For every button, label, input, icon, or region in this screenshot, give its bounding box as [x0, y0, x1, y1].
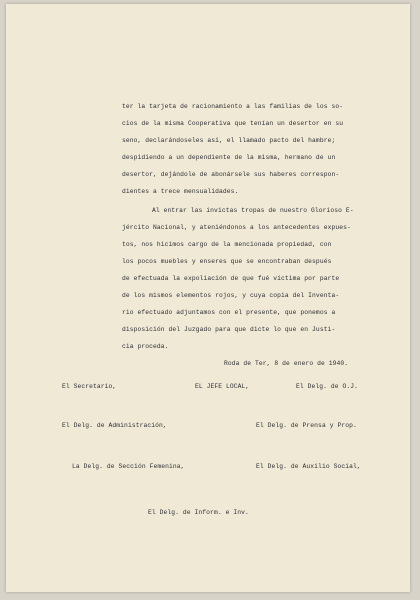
signature-delegado-prensa: El Delg. de Prensa y Prop. [256, 422, 357, 429]
signature-delegado-administracion: El Delg. de Administración, [62, 422, 167, 429]
text-line: despidiendo a un dependiente de la misma, hermano de un [122, 154, 336, 161]
text-line: de efectuada la expoliación de que fué víctima por parte [122, 275, 340, 282]
text-line: seno, declarándoseles así, el llamado pacto del hambre; [122, 137, 336, 144]
text-line: los pocos muebles y enseres que se encontraban después [122, 258, 332, 265]
text-line: desertor, dejándole de abonársele sus haberes correspon- [122, 171, 340, 178]
signature-delegada-seccion-femenina: La Delg. de Sección Femenina, [72, 463, 185, 470]
text-line: cia proceda. [122, 343, 169, 350]
text-line: jército Nacional, y ateniéndonos a los antecedentes expues- [122, 224, 351, 231]
text-line: dientes a trece mensualidades. [122, 188, 239, 195]
paragraph-1 [122, 103, 344, 195]
text-line: ter la tarjeta de racionamiento a las familias de los so- [122, 103, 344, 110]
signature-delegado-oj: El Delg. de O.J. [296, 383, 359, 390]
text-line: cios de la misma Cooperativa que tenían un desertor en su [122, 120, 344, 127]
signature-delegado-informacion: El Delg. de Inform. e Inv. [148, 509, 249, 516]
text-line: disposición del Juzgado para que dicte lo que en Justi- [122, 326, 336, 333]
text-line: de los mismos elementos rojos, y cuya copia del Inventa- [122, 292, 340, 299]
document-page [6, 4, 410, 592]
signature-delegado-auxilio-social: El Delg. de Auxilio Social, [256, 463, 361, 470]
text-line: tos, nos hicimos cargo de la mencionada propiedad, con [122, 241, 332, 248]
signature-jefe-local: EL JEFE LOCAL, [195, 383, 250, 390]
place-date: Roda de Ter, 8 de enero de 1940. [224, 360, 349, 367]
text-line: Al entrar las invictas tropas de nuestro Glorioso E- [152, 207, 354, 214]
signature-secretario: El Secretario, [62, 383, 117, 390]
paragraph-2 [122, 207, 354, 350]
text-line: rio efectuado adjuntamos con el presente, que ponemos a [122, 309, 336, 316]
